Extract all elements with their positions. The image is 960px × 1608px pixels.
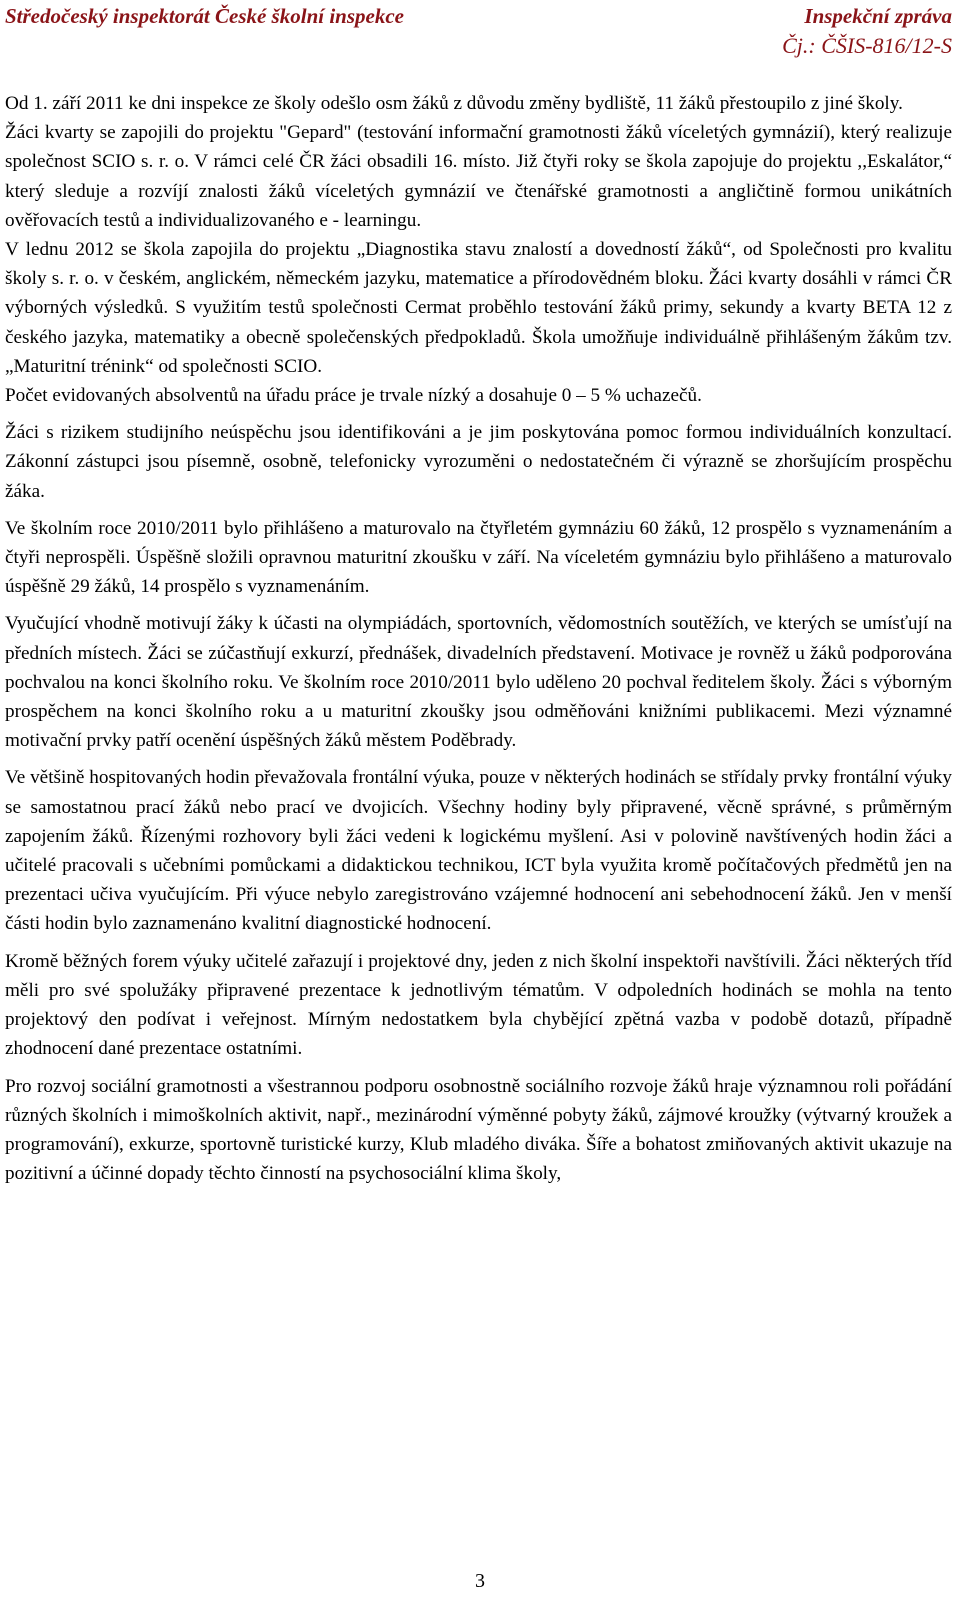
paragraph-graduates-unemployment: Počet evidovaných absolventů na úřadu práce je trvale nízký a dosahuje 0 – 5 % uchazečů.	[5, 385, 702, 407]
page-header	[0, 0, 960, 70]
paragraph-project-days: Kromě běžných forem výuky učitelé zařazují i projektové dny, jeden z nich školní inspektoři navštívili. Žáci některých tříd měli pro své spolužáky připravené prezentace k jednotlivým tématům. V odpoledních hodinách se mohla na tento projektový den podívat i veřejnost. Mírným nedostatkem byla chybějící zpětná vazba v podobě dotazů, případně zhodnocení dané prezentace ostatními.	[5, 950, 952, 1060]
paragraph-transfers: Od 1. září 2011 ke dni inspekce ze školy odešlo osm žáků z důvodu změny bydliště, 11 žáků přestoupilo z jiné školy.	[5, 93, 903, 114]
reference-number: Čj.: ČŠIS-816/12-S	[782, 33, 952, 58]
institution-name: Středočeský inspektorát České školní inspekce	[5, 4, 404, 28]
paragraph-projects: Žáci kvarty se zapojili do projektu "Gepard" (testování informační gramotnosti žáků víceletých gymnázií), který realizuje společnost SCIO s. r. o. V rámci celé ČR žáci obsadili 16. místo. Již čtyři roky se škola zapojuje do projektu ,,Eskalátor,“ který sleduje a rozvíjí znalosti žáků víceletých gymnázií ve čtenářské gramotnosti a angličtině formou unikátních ověřovacích testů a individualizovaného e - learningu.	[5, 122, 952, 231]
paragraph-diagnostics: V lednu 2012 se škola zapojila do projektu „Diagnostika stavu znalostí a dovedností žáků“, od Společnosti pro kvalitu školy s. r. o. v českém, anglickém, německém jazyku, matematice a přírodovědném bloku. Žáci kvarty dosáhli v rámci ČR výborných výsledků. S využitím testů společnosti Cermat proběhlo testování žáků primy, sekundy a kvarty BETA 12 z českého jazyka, matematiky a obecně společenských předpokladů. Škola umožňuje individuálně přihlášeným žákům tzv. „Maturitní trénink“ od společnosti SCIO.	[5, 239, 952, 377]
paragraph-maturita-results: Ve školním roce 2010/2011 bylo přihlášeno a maturovalo na čtyřletém gymnáziu 60 žáků, 12 prospělo s vyznamenáním a čtyři neprospěli. Úspěšně složili opravnou maturitní zkoušku v září. Na víceletém gymnáziu bylo přihlášeno a maturovalo úspěšně 29 žáků, 14 prospělo s vyznamenáním.	[5, 517, 952, 598]
paragraph-motivation: Vyučující vhodně motivují žáky k účasti na olympiádách, sportovních, vědomostních soutěžích, ve kterých se umísťují na předních místech. Žáci se zúčastňují exkurzí, přednášek, divadelních představení. Motivace je rovněž u žáků podporována pochvalou na konci školního roku. Ve školním roce 2010/2011 bylo uděleno 20 pochval ředitelem školy. Žáci s výborným prospěchem na konci školního roku a u maturitní zkoušky jsou odměňováni knižními publikacemi. Mezi významné motivační prvky patří ocenění úspěšných žáků městem Poděbrady.	[5, 613, 952, 752]
page-number: 3	[475, 1570, 485, 1592]
paragraph-lessons: Ve většině hospitovaných hodin převažovala frontální výuka, pouze v některých hodinách se střídaly prvky frontální výuky se samostatnou prací žáků nebo prací ve dvojicích. Všechny hodiny byly připravené, věcně správné, s průměrným zapojením žáků. Řízenými rozhovory byli žáci vedeni k logickému myšlení. Asi v polovině navštívených hodin žáci a učitelé pracovali s učebními pomůckami a didaktickou technikou, ICT byla využita kromě počítačových předmětů jen na prezentaci učiva vyučujícím. Při výuce nebylo zaregistrováno vzájemné hodnocení ani sebehodnocení žáků. Jen v menší části hodin bylo zaznamenáno kvalitní diagnostické hodnocení.	[5, 767, 952, 935]
paragraph-at-risk-students: Žáci s rizikem studijního neúspěchu jsou identifikováni a je jim poskytována pomoc formou individuálních konzultací. Zákonní zástupci jsou písemně, osobně, telefonicky vyrozuměni o nedostatečném či výrazně se zhoršujícím prospěchu žáka.	[5, 422, 952, 502]
report-body	[5, 89, 952, 1188]
paragraph-social-literacy: Pro rozvoj sociální gramotnosti a všestrannou podporu osobnostně sociálního rozvoje žáků hraje významnou roli pořádání různých školních i mimoškolních aktivit, např., mezinárodní výměnné pobyty žáků, zájmové kroužky (výtvarný kroužek a programování), exkurze, sportovně turistické kurzy, Klub mladého diváka. Šíře a bohatost zmiňovaných aktivit ukazuje na pozitivní a účinné dopady těchto činností na psychosociální klima školy,	[5, 1075, 952, 1185]
report-type: Inspekční zpráva	[804, 4, 952, 28]
